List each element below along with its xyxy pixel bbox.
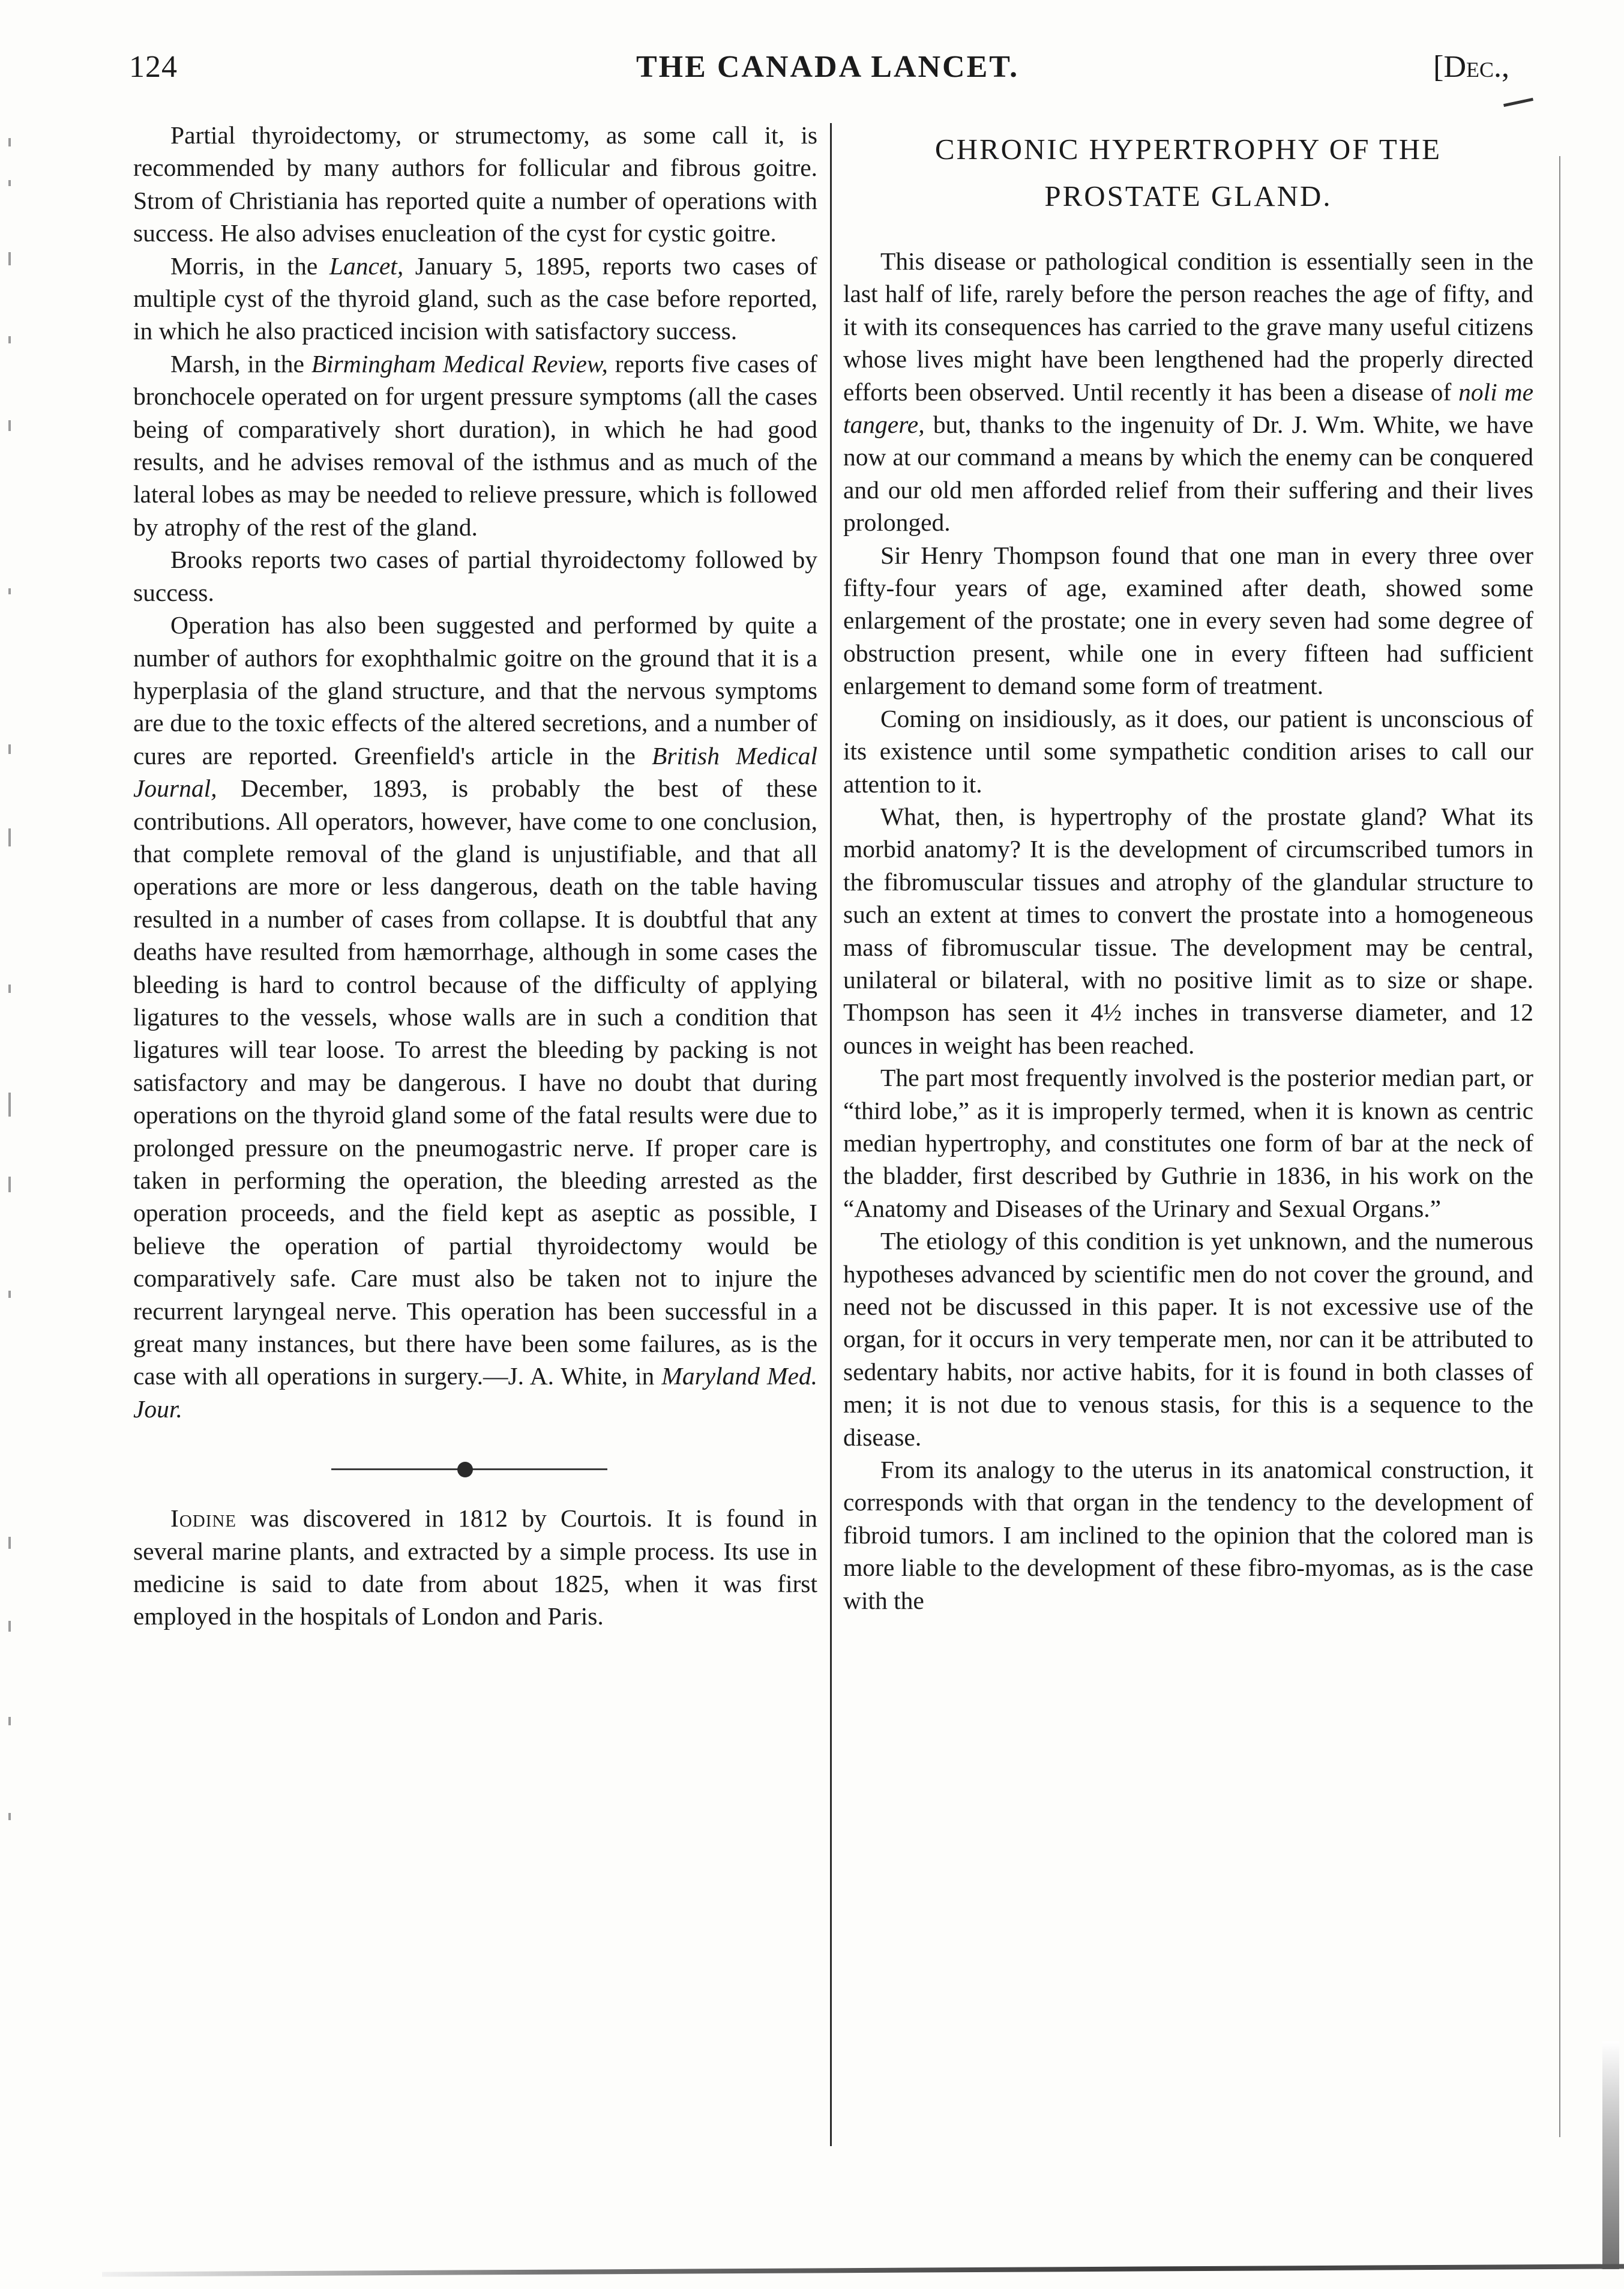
journal-citation: Lancet, xyxy=(329,252,404,280)
paragraph-insidious xyxy=(843,702,1533,800)
right-column xyxy=(843,119,1533,1617)
article-title xyxy=(843,126,1533,220)
paragraph-uterus-analogy xyxy=(843,1453,1533,1617)
paragraph-thompson xyxy=(843,539,1533,702)
paragraph-text: but, thanks to the ingenuity of Dr. J. Wm. White, we have now at our command a means by which the enemy can be conquered and our old men afforded relief from their suffering and their lives prolonged. xyxy=(843,411,1533,537)
section-separator xyxy=(133,1442,817,1496)
paragraph-text: December, 1893, is probably the best of these contributions. All operators, however, have come to one conclusion, that complete removal of the gland is unjustifiable, and that all operations are more or less dangerous, death on the table having resulted in a number of cases from collapse. It is doubtful that any deaths have resulted from hæmorrhage, although in some cases the bleeding is hard to control because of the difficulty of applying ligatures to the vessels, whose walls are in such a condition that ligatures will tear loose. To arrest the bleeding by packing is not satisfactory and may be dangerous. I have no doubt that during operations on the thyroid gland some of the fatal results were due to prolonged pressure on the pneumogastric nerve. If proper care is taken in performing the operation, the bleeding arrested as the operation proceeds, and the field kept as aseptic as possible, I believe the operation of partial thyroidectomy would be comparatively safe. Care must also be taken not to injure the recurrent laryngeal nerve. This operation has been successful in a great many instances, but there have been some failures, as is the case with all operations in surgery.—J. A. White, in xyxy=(133,774,817,1390)
paragraph-text: Operation has also been suggested and performed by quite a number of authors for exophthalmic goitre on the ground that it is a hyperplasia of the gland structure, and that the nervous symptoms are due to the toxic effects of the altered secretions, and a number of cures are reported. Greenfield's article in the xyxy=(133,611,817,770)
right-margin-rule xyxy=(1559,156,1560,2137)
paragraph-text: The part most frequently involved is the posterior median part, or “third lobe,” as it is improperly termed, when it is known as centric median hypertrophy, and constitutes one form of bar at the neck of the bladder, first described by Guthrie in 1836, in his work on the “Anatomy and Diseases of the Urinary and Sexual Organs.” xyxy=(843,1064,1533,1222)
paragraph-text: Morris, in the xyxy=(170,252,329,280)
left-column xyxy=(133,119,817,1633)
journal-citation: British Medical Journal, xyxy=(133,741,817,803)
separator-ornament xyxy=(457,1462,473,1477)
article-title-line: CHRONIC HYPERTROPHY OF THE xyxy=(934,133,1442,166)
paragraph-text: Brooks reports two cases of partial thyroidectomy followed by success. xyxy=(133,546,817,606)
paragraph-strumectomy xyxy=(133,119,817,250)
running-header xyxy=(129,49,1545,97)
paragraph-text: Coming on insidiously, as it does, our patient is unconscious of its existence until some sympathetic condition arises to call our attention to it. xyxy=(843,704,1533,798)
page-number: 124 xyxy=(129,50,178,84)
paragraph-text: From its analogy to the uterus in its anatomical construction, it corresponds with that organ in the tendency to the development of fibroid tumors. I am inclined to the opinion that the colored man is more liable to the development of these fibro-myomas, as is the case with the xyxy=(843,1456,1533,1614)
paragraph-text: was discovered in 1812 by Courtois. It is found in several marine plants, and extracted by a simple process. Its use in medicine is said to date from about 1825, when it was first employed in the hospitals of London and Paris. xyxy=(133,1504,817,1630)
issue-month: [Dec., xyxy=(1433,50,1509,84)
paragraph-anatomy xyxy=(843,800,1533,1061)
journal-citation: Birmingham Medical Review, xyxy=(311,349,608,378)
scan-edge-shadow xyxy=(1602,2041,1619,2269)
margin-bleed-marks xyxy=(0,0,36,2289)
column-divider xyxy=(830,123,832,2146)
latin-phrase: noli me tangere, xyxy=(843,378,1533,439)
paragraph-etiology xyxy=(843,1225,1533,1453)
scan-bottom-edge xyxy=(102,2264,1624,2276)
paragraph-marsh xyxy=(133,348,817,543)
paragraph-iodine xyxy=(133,1502,817,1633)
paragraph-exophthalmic xyxy=(133,609,817,1425)
paragraph-text: reports five cases of bronchocele operated on for urgent pressure symptoms (all the cases being of comparatively short duration), in which he had good results, and he advises removal of the isthmus and as much of the lateral lobes as may be needed to relieve pressure, which is followed by atrophy of the rest of the gland. xyxy=(133,349,817,541)
paragraph-text: Partial thyroidectomy, or strumectomy, as some call it, is recommended by many authors for follicular and fibrous goitre. Strom of Christiania has reported quite a number of operations with success. He also advises enucleation of the cyst for cystic goitre. xyxy=(133,121,817,247)
paragraph-text: This disease or pathological condition is essentially seen in the last half of life, rarely before the person reaches the age of fifty, and it with its consequences has carried to the grave many useful citizens whose lives might have been lengthened had the properly directed efforts been observed. Until recently it has been a disease of xyxy=(843,247,1533,406)
paragraph-text: What, then, is hypertrophy of the prostate gland? What its morbid anatomy? It is the development of circumscribed tumors in the fibromuscular tissues and atrophy of the glandular structure to such an extent at times to convert the prostate into a homogeneous mass of fibromuscular tissue. The development may be central, unilateral or bilateral, with no positive limit as to size or shape. Thompson has seen it 4½ inches in transverse diameter, and 12 ounces in weight has been reached. xyxy=(843,802,1533,1059)
header-dash-mark xyxy=(1503,98,1533,107)
paragraph-text: The etiology of this condition is yet unknown, and the numerous hypotheses advanced by scientific men do not cover the ground, and need not be discussed in this paper. It is not excessive use of the organ, for it occurs in very temperate men, nor can it be attributed to sedentary habits, nor active habits, for it is found in both classes of men; it is not due to venous stasis, for this is a sequence to the disease. xyxy=(843,1227,1533,1451)
journal-title: THE CANADA LANCET. xyxy=(636,50,1020,84)
paragraph-text: January 5, 1895, reports two cases of multiple cyst of the thyroid gland, such as the case before reported, in which he also practiced incision with satisfactory success. xyxy=(133,252,817,345)
paragraph-text: Marsh, in the xyxy=(170,349,311,378)
article-title-line: PROSTATE GLAND. xyxy=(1044,179,1332,213)
journal-citation: Maryland Med. Jour. xyxy=(133,1362,817,1423)
paragraph-text: Sir Henry Thompson found that one man in every three over fifty-four years of age, examined after death, showed some enlargement of the prostate; one in every seven had some degree of obstruction present, while one in every fifteen had sufficient enlargement to demand some form of treatment. xyxy=(843,541,1533,700)
paragraph-third-lobe xyxy=(843,1061,1533,1225)
paragraph-brooks xyxy=(133,543,817,609)
lead-word: Iodine xyxy=(170,1504,237,1533)
paragraph-intro xyxy=(843,245,1533,539)
paragraph-morris xyxy=(133,250,817,348)
